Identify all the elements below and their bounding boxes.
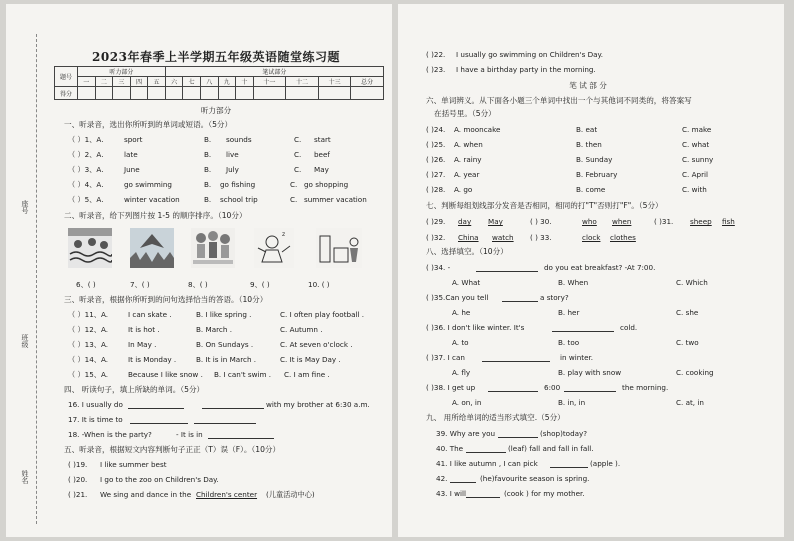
q-number: （ ）1、A. [68, 135, 104, 144]
picture-label-6[interactable]: 6、( ) [76, 280, 96, 289]
defen-label: 得分 [55, 87, 78, 100]
score-cell[interactable] [95, 87, 113, 100]
col-header: 七 [183, 77, 201, 87]
col-header: 总分 [351, 77, 384, 87]
option-c: go shopping [304, 180, 349, 189]
q-number: ( )20. [68, 475, 88, 484]
col-header: 五 [148, 77, 166, 87]
score-cell[interactable] [253, 87, 286, 100]
q40-blank[interactable] [466, 444, 506, 453]
option-a: In May . [128, 340, 157, 349]
option-b: B. It is in March . [196, 355, 257, 364]
col-header: 十一 [253, 77, 286, 87]
col-header: 四 [130, 77, 148, 87]
q-number: ( ) 30. [530, 217, 552, 226]
option-a: A. rainy [454, 155, 482, 164]
option-a: go swimming [124, 180, 172, 189]
option-b: B. in, in [558, 398, 586, 407]
option-c-letter: C. [294, 135, 302, 144]
q34-tail: do you eat breakfast? -At 7:00. [544, 263, 656, 272]
tihao-label: 题号 [55, 67, 78, 87]
binding-line [36, 34, 37, 524]
word: China [458, 233, 479, 242]
q-number: ( ) 33. [530, 233, 552, 242]
picture-swimming [68, 228, 112, 268]
q-number: ( )26. [426, 155, 446, 164]
q-number: （ ）12、A. [68, 325, 109, 334]
col-header: 十 [236, 77, 254, 87]
section-3-heading: 三、听录音，根据你所听到的问句选择恰当的答语。（10分） [64, 295, 268, 304]
margin-seat-label: 座号 [21, 200, 29, 214]
option-b: B. March . [196, 325, 232, 334]
q19-text: I like summer best [100, 460, 167, 469]
q-number: ( )24. [426, 125, 446, 134]
q-number: （ ）5、A. [68, 195, 104, 204]
section-8-heading: 八、选择填空。（10分） [426, 247, 508, 256]
score-cell[interactable] [165, 87, 183, 100]
option-c: C. It is May Day . [280, 355, 341, 364]
option-c: C. what [682, 140, 710, 149]
q42-text: 42. [436, 474, 448, 483]
section-2-heading: 二、听录音，给下列图片按 1-5 的顺序排序。（10分） [64, 211, 247, 220]
q-number: （ ）2、A. [68, 150, 104, 159]
q18-blank[interactable] [208, 430, 274, 439]
score-cell[interactable] [200, 87, 218, 100]
q39-blank[interactable] [498, 429, 538, 438]
picture-label-10[interactable]: 10. ( ) [308, 280, 330, 289]
option-c-letter: C. [294, 165, 302, 174]
option-c: C. Autumn . [280, 325, 323, 334]
q38-tail: the morning. [622, 383, 669, 392]
option-b: B. February [576, 170, 618, 179]
q16-blank-2[interactable] [202, 400, 264, 409]
option-b: sounds [226, 135, 252, 144]
option-b: B. then [576, 140, 602, 149]
q17-text: 17. It is time to [68, 415, 123, 424]
option-a: A. mooncake [454, 125, 501, 134]
q41-text: 41. I like autumn , I can pick [436, 459, 538, 468]
word: May [488, 217, 503, 226]
q35-blank[interactable] [502, 293, 538, 302]
picture-label-7[interactable]: 7、( ) [130, 280, 150, 289]
q22-text: I usually go swimming on Children's Day. [456, 50, 604, 59]
col-header: 八 [200, 77, 218, 87]
option-a: late [124, 150, 138, 159]
option-b: B. come [576, 185, 606, 194]
word: day [458, 217, 472, 226]
q42-blank[interactable] [450, 474, 476, 483]
score-cell[interactable] [148, 87, 166, 100]
q41-tail: (apple ). [590, 459, 621, 468]
q-number: （ ）4、A. [68, 180, 104, 189]
q18-text: 18. -When is the party? [68, 430, 152, 439]
q36-tail: cold. [620, 323, 638, 332]
q17-blank-2[interactable] [194, 415, 256, 424]
score-cell[interactable] [130, 87, 148, 100]
q43-blank[interactable] [466, 489, 500, 498]
q38-blank-1[interactable] [488, 383, 538, 392]
q-number: ( )21. [68, 490, 88, 499]
option-a: A. fly [452, 368, 471, 377]
listening-heading: 听力部分 [200, 106, 232, 115]
option-b: live [226, 150, 239, 159]
q39-tail: (shop)today? [540, 429, 588, 438]
option-a: A. What [452, 278, 481, 287]
option-a: I can skate . [128, 310, 172, 319]
q40-tail: (leaf) fall and fall in fall. [508, 444, 594, 453]
word: sheep [690, 217, 712, 226]
q37-tail: in winter. [560, 353, 594, 362]
col-header: 十三 [318, 77, 351, 87]
section-7-heading: 七、判断每组划线部分发音是否相同，相同的打"T"否则打"F"。（5分） [426, 201, 663, 210]
option-c: C. she [676, 308, 699, 317]
q36-blank[interactable] [552, 323, 614, 332]
section-4-heading: 四、 听读句子，填上所缺的单词。（5分） [64, 385, 205, 394]
option-a: A. he [452, 308, 471, 317]
option-b: go fishing [220, 180, 256, 189]
option-b: B. I like spring . [196, 310, 252, 319]
word: who [582, 217, 597, 226]
option-c-letter: C. [290, 180, 298, 189]
option-b: B. Sunday [576, 155, 613, 164]
written-heading: 笔 试 部 分 [569, 81, 607, 90]
score-cell[interactable] [236, 87, 254, 100]
section-9-heading: 九、 用所给单词的适当形式填空.（5分） [426, 413, 565, 422]
q43-tail: (cook ) for my mother. [504, 489, 585, 498]
word: clothes [610, 233, 636, 242]
option-c: C. I am fine . [284, 370, 330, 379]
score-cell[interactable] [286, 87, 319, 100]
right-page [398, 4, 784, 537]
option-b-letter: B. [204, 150, 212, 159]
picture-sleeping [254, 228, 294, 268]
section-1-heading: 一、听录音，选出你所听到的单词或短语。（5分） [64, 120, 233, 129]
option-a: A. when [454, 140, 483, 149]
q-number: ( )32. [426, 233, 446, 242]
q-number: （ ）3、A. [68, 165, 104, 174]
q35-text: ( )35.Can you tell [426, 293, 489, 302]
col-header: 十二 [286, 77, 319, 87]
col-header: 二 [95, 77, 113, 87]
score-cell[interactable] [351, 87, 384, 100]
q41-blank[interactable] [550, 459, 588, 468]
option-c: start [314, 135, 331, 144]
option-a: A. go [454, 185, 473, 194]
left-page [6, 4, 392, 537]
page-title: 2023年春季上半学期五年级英语随堂练习题 [92, 50, 340, 64]
picture-children-day [191, 228, 235, 268]
q-number: （ ）11、A. [68, 310, 109, 319]
option-c: C. April [682, 170, 709, 179]
option-b: B. eat [576, 125, 598, 134]
option-a: A. year [454, 170, 480, 179]
option-a: sport [124, 135, 143, 144]
picture-label-8[interactable]: 8、( ) [188, 280, 208, 289]
tingli-label: 听力部分 [78, 67, 166, 77]
q16-text: 16. I usually do [68, 400, 123, 409]
option-c: beef [314, 150, 330, 159]
q16-tail: with my brother at 6:30 a.m. [266, 400, 370, 409]
q21-text: We sing and dance in the [100, 490, 192, 499]
option-c: C. Which [676, 278, 708, 287]
q-number: ( )22. [426, 50, 446, 59]
col-header: 六 [165, 77, 183, 87]
margin-class-label: 班级 [21, 334, 29, 348]
score-cell[interactable] [113, 87, 131, 100]
bishi-label: 笔试部分 [165, 67, 383, 77]
word: clock [582, 233, 601, 242]
option-c: C. two [676, 338, 699, 347]
option-b: B. play with snow [558, 368, 622, 377]
section-6-heading: 六、单词辨义。从下面各小题三个单词中找出一个与其他词不同类的，将答案写 [426, 96, 692, 105]
option-b-letter: B. [204, 165, 212, 174]
option-c: C. cooking [676, 368, 714, 377]
score-cell[interactable] [318, 87, 351, 100]
option-a: A. to [452, 338, 469, 347]
q-number: ( )25. [426, 140, 446, 149]
margin-name-label: 姓名 [21, 470, 29, 484]
option-c: May [314, 165, 329, 174]
q39-text: 39. Why are you [436, 429, 496, 438]
q42-tail: (he)favourite season is spring. [480, 474, 590, 483]
q16-blank-1[interactable] [128, 400, 184, 409]
option-a: Because I like snow . [128, 370, 203, 379]
q40-text: 40. The [436, 444, 464, 453]
option-b: B. her [558, 308, 580, 317]
q-number: ( )23. [426, 65, 446, 74]
option-a: A. on, in [452, 398, 482, 407]
q34-blank[interactable] [476, 263, 538, 272]
option-b-letter: B. [204, 180, 212, 189]
q36-text: ( )36. I don't like winter. It's [426, 323, 525, 332]
q37-blank[interactable] [482, 353, 550, 362]
score-cell[interactable] [218, 87, 236, 100]
q17-blank-1[interactable] [130, 415, 188, 424]
q21-tail: (儿童活动中心) [266, 490, 315, 499]
option-c: C. with [682, 185, 707, 194]
word: watch [492, 233, 514, 242]
option-b: July [226, 165, 239, 174]
option-c: C. sunny [682, 155, 714, 164]
option-c: C. I often play football . [280, 310, 365, 319]
q34-text: ( )34. - [426, 263, 451, 272]
q38-blank-2[interactable] [564, 383, 616, 392]
q38-text: ( )38. I get up [426, 383, 476, 392]
q-number: ( )27. [426, 170, 446, 179]
q21-underlined: Children's center [196, 490, 258, 499]
option-b: B. When [558, 278, 589, 287]
option-b-letter: B. [204, 135, 212, 144]
option-a: June [124, 165, 140, 174]
word: when [612, 217, 632, 226]
svg-text:z: z [282, 231, 286, 238]
option-c-letter: C. [294, 150, 302, 159]
col-header: 一 [78, 77, 96, 87]
q43-text: 43. I will [436, 489, 466, 498]
q-number: （ ）13、A. [68, 340, 109, 349]
picture-kitchen [316, 228, 362, 268]
q-number: ( )19. [68, 460, 88, 469]
q23-text: I have a birthday party in the morning. [456, 65, 596, 74]
option-b: B. I can't swim . [214, 370, 272, 379]
option-b: school trip [220, 195, 258, 204]
option-a: winter vacation [124, 195, 180, 204]
section-6-heading-2: 在括号里。（5分） [434, 109, 496, 118]
q38-time: 6:00 [544, 383, 561, 392]
option-c: C. At seven o'clock . [280, 340, 353, 349]
option-a: It is hot . [128, 325, 160, 334]
col-header: 九 [218, 77, 236, 87]
q-number: （ ）14、A. [68, 355, 109, 364]
q35-tail: a story? [540, 293, 569, 302]
score-table [54, 66, 384, 100]
q-number: ( )31. [654, 217, 674, 226]
q20-text: I go to the zoo on Children's Day. [100, 475, 219, 484]
option-c: C. make [682, 125, 712, 134]
q18-text-b: - It is in [176, 430, 203, 439]
q-number: ( )29. [426, 217, 446, 226]
q-number: ( )28. [426, 185, 446, 194]
col-header: 三 [113, 77, 131, 87]
word: fish [722, 217, 735, 226]
option-b-letter: B. [204, 195, 212, 204]
option-a: It is Monday . [128, 355, 177, 364]
score-cell[interactable] [183, 87, 201, 100]
option-b: B. On Sundays . [196, 340, 254, 349]
picture-label-9[interactable]: 9、( ) [250, 280, 270, 289]
option-b: B. too [558, 338, 580, 347]
score-cell[interactable] [78, 87, 96, 100]
picture-leaves [130, 228, 174, 268]
q37-text: ( )37. I can [426, 353, 465, 362]
option-c: C. at, in [676, 398, 704, 407]
option-c: summer vacation [304, 195, 367, 204]
q-number: （ ）15、A. [68, 370, 109, 379]
option-c-letter: C. [290, 195, 298, 204]
section-5-heading: 五、听录音，根据短文内容判断句子正正（T）误（F）。（10分） [64, 445, 281, 454]
